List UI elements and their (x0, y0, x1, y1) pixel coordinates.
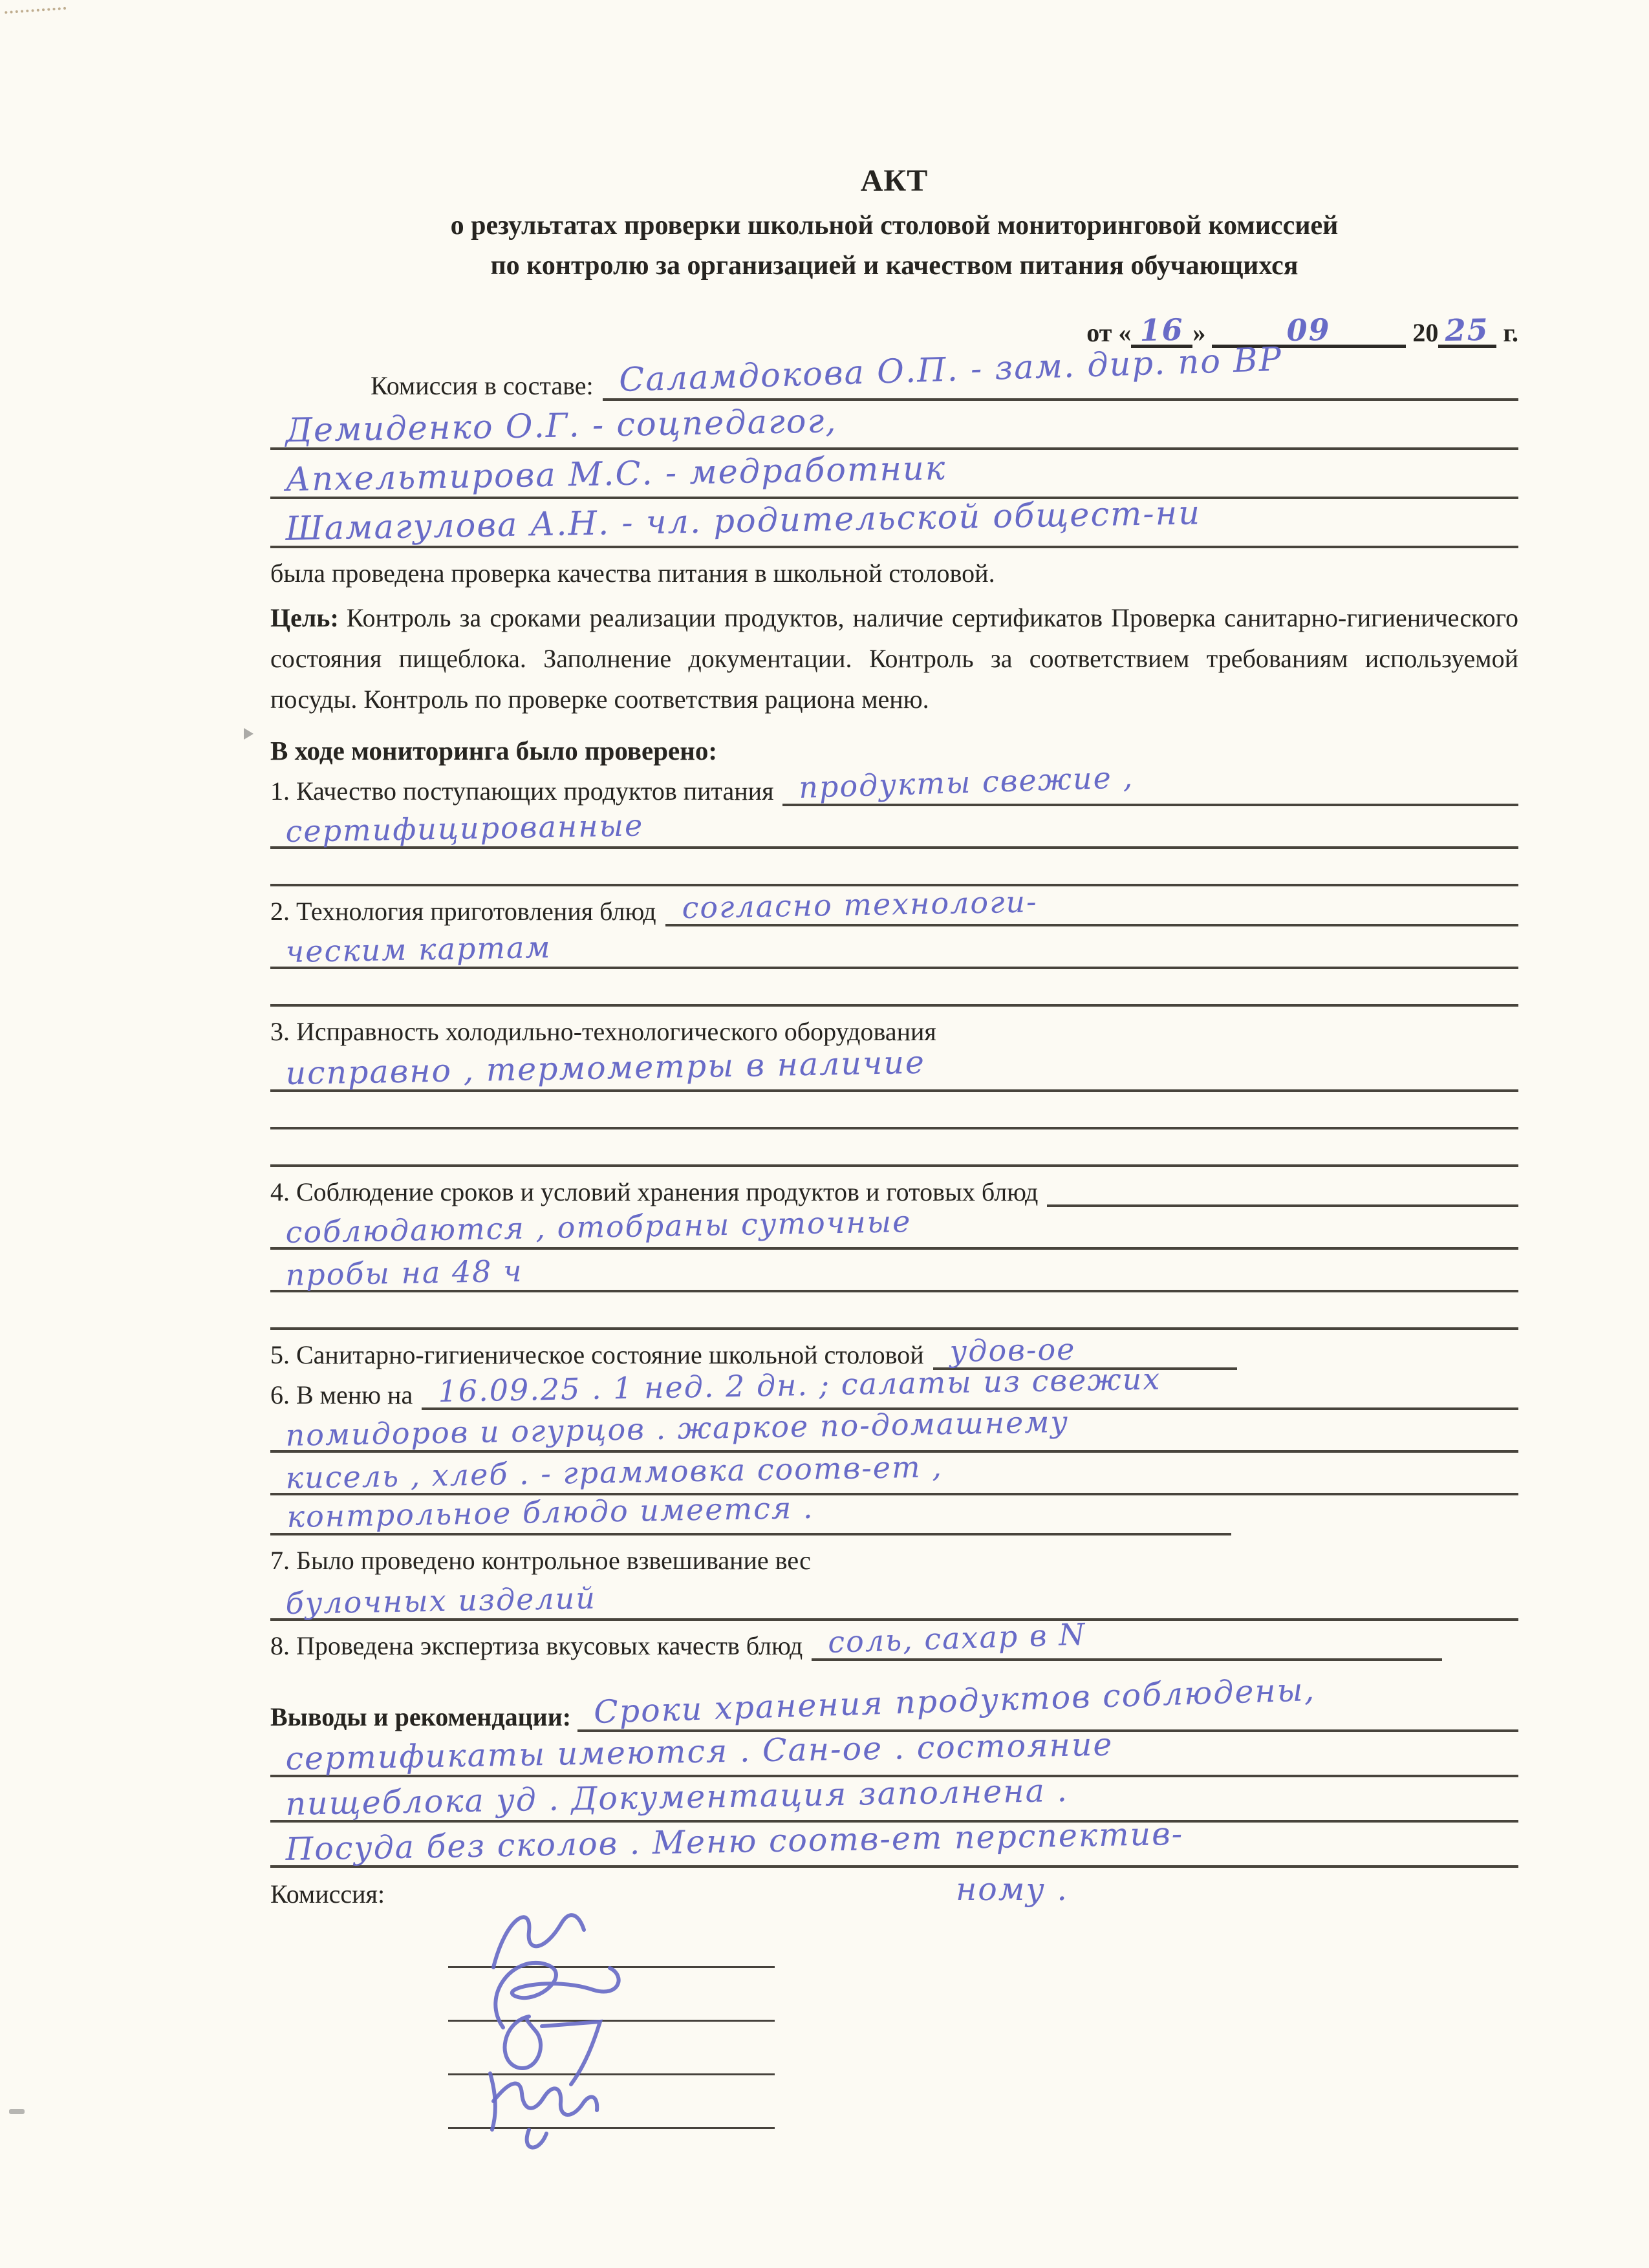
item3-label: 3. Исправность холодильно-технологического оборудования (270, 1017, 936, 1046)
item6-row (270, 1361, 1518, 1410)
conclusions-handwritten-5: ному . (956, 1871, 1068, 1908)
item8-row (270, 1616, 1518, 1661)
conclusions-handwritten-3: пищеблока уд . Документация заполнена . (285, 1771, 1069, 1823)
item3-row (270, 1007, 1518, 1047)
date-row (270, 313, 1518, 354)
intro-text: была проведена проверка качества питания в школьной столовой. (270, 559, 995, 588)
date-suffix: г. (1503, 318, 1518, 347)
commission-row-2 (270, 401, 1518, 450)
item6-row-2 (270, 1404, 1518, 1453)
item8-handwritten: соль, сахар в N (827, 1616, 1087, 1660)
date-quote-close: » (1192, 318, 1206, 347)
date-quote-open: « (1118, 318, 1132, 347)
item4-label: 4. Соблюдение сроков и условий хранения продуктов и готовых блюд (270, 1177, 1039, 1206)
item7-row-2 (270, 1576, 1518, 1621)
item7-handwritten: булочных изделий (285, 1580, 597, 1621)
goal-text: Контроль за сроками реализации продуктов, наличие сертификатов Проверка санитарно-гигиенического состояния пищеблока. Заполнение документации. Контроль за соответствием требованиям используемой посуды. Контроль по проверке соответствия рациона меню. (270, 603, 1518, 714)
item5-handwritten: удов-ое (949, 1331, 1076, 1369)
committee-row (270, 1869, 1518, 1909)
scan-speck-left-margin (244, 728, 253, 740)
signature-block (448, 1914, 775, 2129)
item1-row-2 (270, 806, 1518, 849)
commission-member-1-handwritten: Саламдокова О.П. - зам. дир. по ВР (618, 340, 1283, 400)
item2-label: 2. Технология приготовления блюд (270, 897, 656, 926)
commission-member-3-handwritten: Апхельтирова М.С. - медработник (285, 449, 947, 499)
item4-row-3 (270, 1250, 1518, 1292)
item6-label: 6. В меню на (270, 1380, 413, 1409)
date-month-handwritten: 09 (1286, 312, 1331, 348)
conclusions-label: Выводы и рекомендации: (270, 1702, 572, 1731)
date-day-handwritten: 16 (1139, 312, 1184, 348)
conclusions-handwritten-4: Посуда без сколов . Меню соотв-ет перспектив- (285, 1815, 1184, 1868)
goal-label: Цель: (270, 603, 339, 632)
committee-label: Комиссия: (270, 1879, 385, 1909)
goal-paragraph (270, 597, 1518, 720)
conclusions-row-4 (270, 1815, 1518, 1868)
commission-member-2-handwritten: Демиденко О.Г. - соцпедагог, (285, 402, 837, 450)
blank-ruled-line (270, 1129, 1518, 1167)
commission-member-4-handwritten: Шамагулова А.Н. - чл. родительской общест-ни (285, 494, 1202, 548)
item4-handwritten-2: пробы на 48 ч (285, 1253, 524, 1292)
scan-speck-bottom-left (9, 2109, 25, 2114)
date-day-line (1131, 313, 1192, 348)
page-subtitle-line1: о результатах проверки школьной столовой мониторинговой комиссией (450, 211, 1339, 241)
conclusions-row-3 (270, 1771, 1518, 1823)
item6-handwritten-1: 16.09.25 . 1 нед. 2 дн. ; салаты из свежих (438, 1361, 1161, 1409)
signature-line-4 (448, 2075, 775, 2129)
blank-ruled-line (270, 1092, 1518, 1129)
item2-handwritten-2: ческим картам (285, 929, 552, 969)
commission-row-4 (270, 494, 1518, 548)
commission-row-3 (270, 450, 1518, 499)
item8-label: 8. Проведена экспертиза вкусовых качеств блюд (270, 1631, 803, 1660)
item2-handwritten-1: согласно технологи- (681, 884, 1038, 925)
item4-handwritten-1: соблюдаются , отобраны суточные (285, 1204, 912, 1250)
commission-label: Комиссия в составе: (371, 371, 594, 400)
conclusions-handwritten-1: Сроки хранения продуктов соблюдены, (593, 1671, 1317, 1731)
item4-row-2 (270, 1204, 1518, 1250)
item1-label: 1. Качество поступающих продуктов питания (270, 776, 774, 806)
item7-row (270, 1535, 1518, 1576)
item2-row-2 (270, 926, 1518, 969)
item1-handwritten-2: сертифицированные (285, 808, 644, 849)
blank-ruled-line (270, 1292, 1518, 1330)
item3-row-2 (270, 1043, 1518, 1092)
item3-handwritten-1: исправно , термометры в наличие (285, 1043, 926, 1092)
blank-ruled-line (270, 849, 1518, 886)
item6-row-3 (270, 1449, 1518, 1495)
page-subtitle-line2: по контролю за организацией и качеством питания обучающихся (490, 251, 1299, 281)
item8-line (812, 1616, 1442, 1661)
commission-row-1 (270, 340, 1518, 401)
item6-handwritten-2: помидоров и огурцов . жаркое по-домашнему (285, 1404, 1070, 1453)
item6-row-4 (270, 1490, 1518, 1535)
item2-row (270, 886, 1518, 926)
conclusions-row-2 (270, 1726, 1518, 1777)
date-prefix: от (1086, 318, 1112, 347)
blank-ruled-line (270, 969, 1518, 1007)
monitoring-heading: В ходе мониторинга было проверено: (270, 736, 717, 765)
item6-handwritten-3: кисель , хлеб . - граммовка соотв-ет , (285, 1449, 943, 1495)
item5-label: 5. Санитарно-гигиеническое состояние школьной столовой (270, 1340, 924, 1369)
item6-handwritten-4: контрольное блюдо имеется . (286, 1490, 814, 1534)
date-year-handwritten: 25 (1445, 312, 1490, 348)
conclusions-handwritten-2: сертификаты имеются . Сан-ое . состояние (285, 1726, 1114, 1777)
intro-row (270, 548, 1518, 588)
item1-row (270, 759, 1518, 806)
item7-label: 7. Было проведено контрольное взвешивание вес (270, 1546, 811, 1575)
item1-handwritten-1: продукты свежие , (798, 759, 1135, 805)
date-year-line (1438, 313, 1496, 348)
page-title: АКТ (860, 164, 929, 198)
scan-speck-top-left (5, 7, 67, 28)
item5-row (270, 1330, 1518, 1370)
conclusions-row-1 (270, 1671, 1518, 1732)
date-year-prefix: 20 (1412, 318, 1439, 347)
item4-row (270, 1167, 1518, 1207)
signature-4-icon (468, 2057, 662, 2141)
